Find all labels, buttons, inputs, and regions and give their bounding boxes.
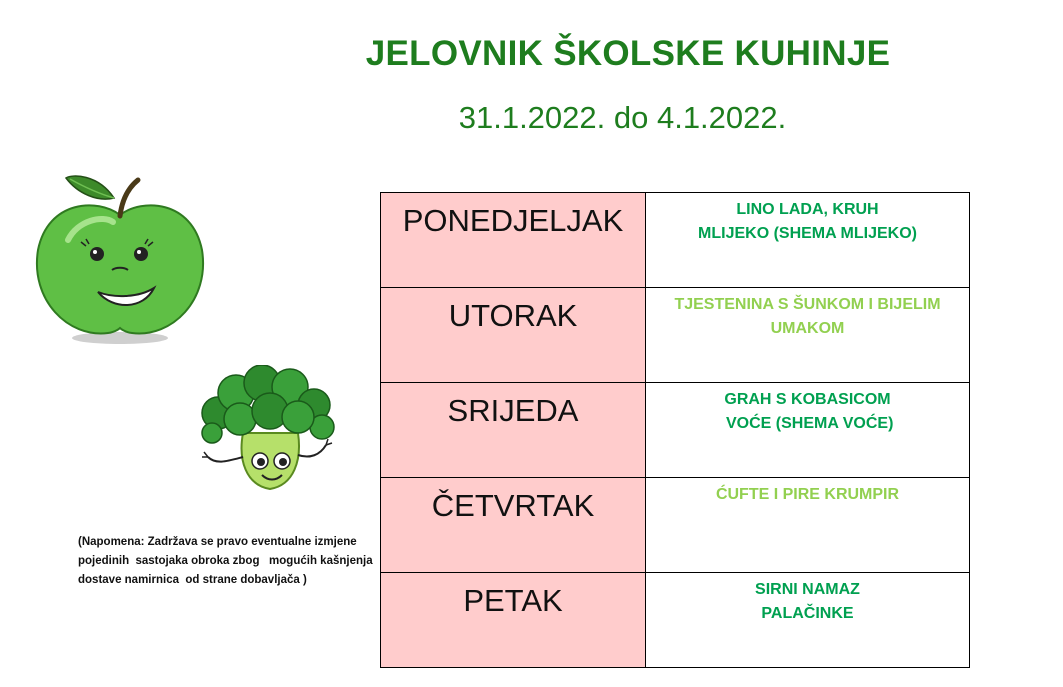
day-cell [381, 478, 646, 573]
meal-line: GRAH S KOBASICOM [724, 391, 891, 408]
meal-cell [646, 573, 970, 668]
day-label: UTORAK [448, 298, 578, 333]
meal-cell [646, 383, 970, 478]
note-line: (Napomena: Zadržava se pravo eventualne izmjene [78, 536, 357, 548]
day-label: PETAK [463, 583, 563, 618]
menu-row [381, 383, 970, 478]
day-label: ČETVRTAK [431, 488, 595, 523]
menu-table [380, 192, 970, 668]
meal-line: PALAČINKE [761, 605, 854, 622]
meal-line: VOĆE (SHEMA VOĆE) [721, 415, 894, 432]
meal-line: TJESTENINA S ŠUNKOM I BIJELIM [674, 296, 941, 313]
apple-icon [28, 170, 213, 355]
day-label: PONEDJELJAK [402, 203, 624, 238]
meal-line: LINO LADA, KRUH [736, 201, 879, 218]
day-cell [381, 573, 646, 668]
disclaimer-note [78, 533, 378, 590]
menu-row [381, 288, 970, 383]
menu-row [381, 193, 970, 288]
meal-line: UMAKOM [770, 320, 845, 337]
note-line: dostave namirnica od strane dobavljača ) [78, 574, 307, 586]
meal-cell [646, 288, 970, 383]
menu-row [381, 478, 970, 573]
day-cell [381, 193, 646, 288]
page-title: JELOVNIK ŠKOLSKE KUHINJE [365, 34, 891, 73]
meal-cell [646, 193, 970, 288]
day-label: SRIJEDA [447, 393, 579, 428]
meal-cell [646, 478, 970, 573]
meal-line: MLIJEKO (SHEMA MLIJEKO) [698, 225, 917, 242]
day-cell [381, 383, 646, 478]
menu-row [381, 573, 970, 668]
note-line: pojedinih sastojaka obroka zbog mogućih kašnjenja [78, 555, 373, 567]
broccoli-icon [198, 365, 343, 500]
date-range: 31.1.2022. do 4.1.2022. [458, 100, 787, 135]
day-cell [381, 288, 646, 383]
meal-line: ĆUFTE I PIRE KRUMPIR [715, 486, 900, 503]
meal-line: SIRNI NAMAZ [755, 581, 860, 598]
